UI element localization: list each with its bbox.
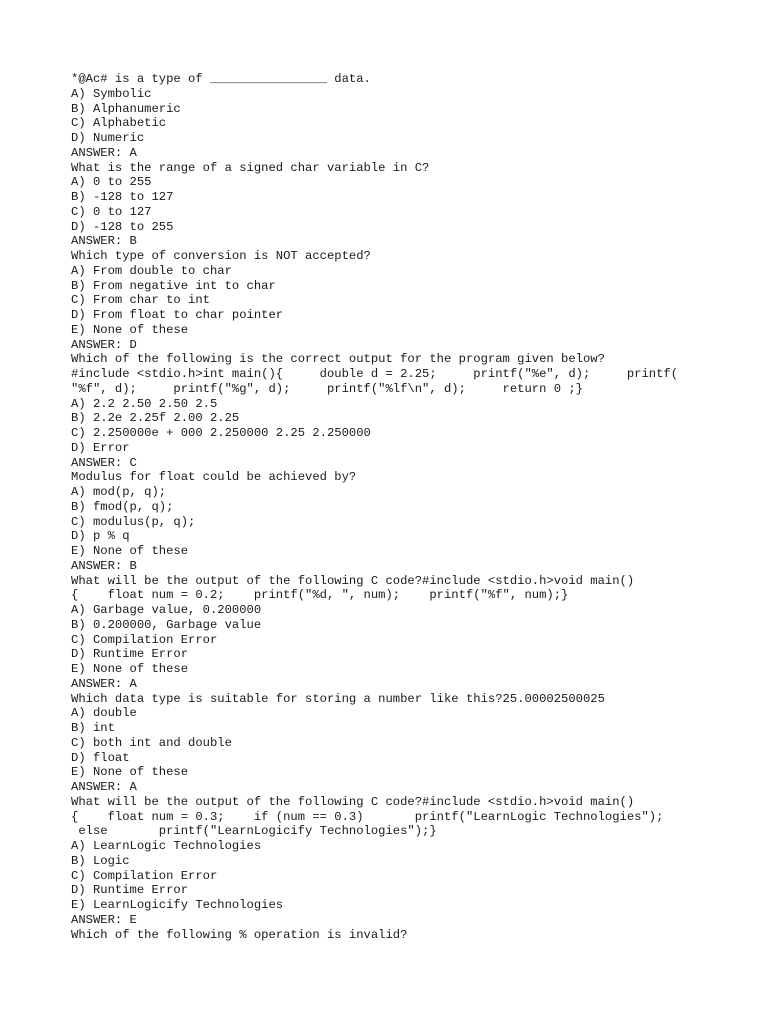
option-line: E) None of these [71, 544, 189, 558]
question-line: What will be the output of the following C code?#include <stdio.h>void main() [71, 794, 635, 809]
option-line: C) modulus(p, q); [71, 514, 196, 529]
option-line: C) 2.250000e + 000 2.250000 2.25 2.250000 [71, 426, 371, 440]
option-line: A) Garbage value, 0.200000 [71, 603, 262, 617]
option-line: D) float [71, 750, 130, 765]
question-line: Which of the following % operation is invalid? [71, 927, 408, 942]
code-line: #include <stdio.h>int main(){ double d = 2.25; printf("%e", d); printf( [71, 367, 679, 381]
answer-line: ANSWER: A [71, 780, 137, 794]
option-line: C) 0 to 127 [71, 204, 152, 219]
code-line: else printf("LearnLogicify Technologies");} [71, 824, 437, 839]
answer-line: ANSWER: A [71, 676, 137, 691]
option-line: D) Runtime Error [71, 883, 189, 898]
option-line: E) LearnLogicify Technologies [71, 898, 284, 912]
option-line: B) 0.200000, Garbage value [71, 617, 262, 632]
option-line: A) mod(p, q); [71, 485, 167, 499]
answer-line: ANSWER: E [71, 912, 137, 927]
option-line: D) -128 to 255 [71, 219, 174, 234]
option-line: B) From negative int to char [71, 278, 276, 293]
question-line: Which type of conversion is NOT accepted? [71, 249, 371, 263]
option-line: A) LearnLogic Technologies [71, 839, 262, 853]
option-line: E) None of these [71, 322, 189, 337]
option-line: A) 0 to 255 [71, 175, 152, 190]
option-line: B) 2.2e 2.25f 2.00 2.25 [71, 411, 240, 426]
question-line: Which of the following is the correct output for the program given below? [71, 352, 605, 367]
option-line: D) Runtime Error [71, 647, 189, 662]
option-line: D) p % q [71, 529, 130, 544]
option-line: D) Numeric [71, 131, 145, 145]
option-line: B) Logic [71, 853, 130, 868]
code-line: { float num = 0.2; printf("%d, ", num); printf("%f", num);} [71, 588, 569, 603]
answer-line: ANSWER: B [71, 558, 137, 573]
answer-line: ANSWER: C [71, 455, 137, 470]
answer-line: ANSWER: B [71, 234, 137, 249]
option-line: C) both int and double [71, 735, 232, 750]
option-line: C) Alphabetic [71, 116, 167, 131]
option-line: B) -128 to 127 [71, 190, 174, 204]
option-line: E) None of these [71, 662, 189, 676]
question-line: Which data type is suitable for storing a number like this?25.00002500025 [71, 691, 605, 706]
option-line: E) None of these [71, 765, 189, 780]
option-line: B) fmod(p, q); [71, 499, 174, 514]
answer-line: ANSWER: D [71, 337, 137, 352]
document-body [71, 72, 711, 942]
option-line: C) Compilation Error [71, 632, 218, 647]
option-line: A) 2.2 2.50 2.50 2.5 [71, 396, 218, 411]
option-line: D) Error [71, 440, 130, 455]
option-line: B) int [71, 721, 115, 735]
question-line: What is the range of a signed char variable in C? [71, 160, 430, 175]
code-line: { float num = 0.3; if (num == 0.3) printf("LearnLogic Technologies"); [71, 809, 664, 824]
option-line: C) Compilation Error [71, 868, 218, 883]
option-line: B) Alphanumeric [71, 101, 181, 116]
question-line: *@Ac# is a type of ________________ data. [71, 72, 371, 86]
question-line: What will be the output of the following C code?#include <stdio.h>void main() [71, 573, 635, 588]
answer-line: ANSWER: A [71, 145, 137, 160]
option-line: A) From double to char [71, 263, 232, 278]
option-line: D) From float to char pointer [71, 308, 284, 322]
code-line: "%f", d); printf("%g", d); printf("%lf\n", d); return 0 ;} [71, 381, 583, 396]
option-line: A) Symbolic [71, 86, 152, 101]
question-line: Modulus for float could be achieved by? [71, 470, 357, 485]
option-line: A) double [71, 706, 137, 721]
option-line: C) From char to int [71, 293, 210, 308]
